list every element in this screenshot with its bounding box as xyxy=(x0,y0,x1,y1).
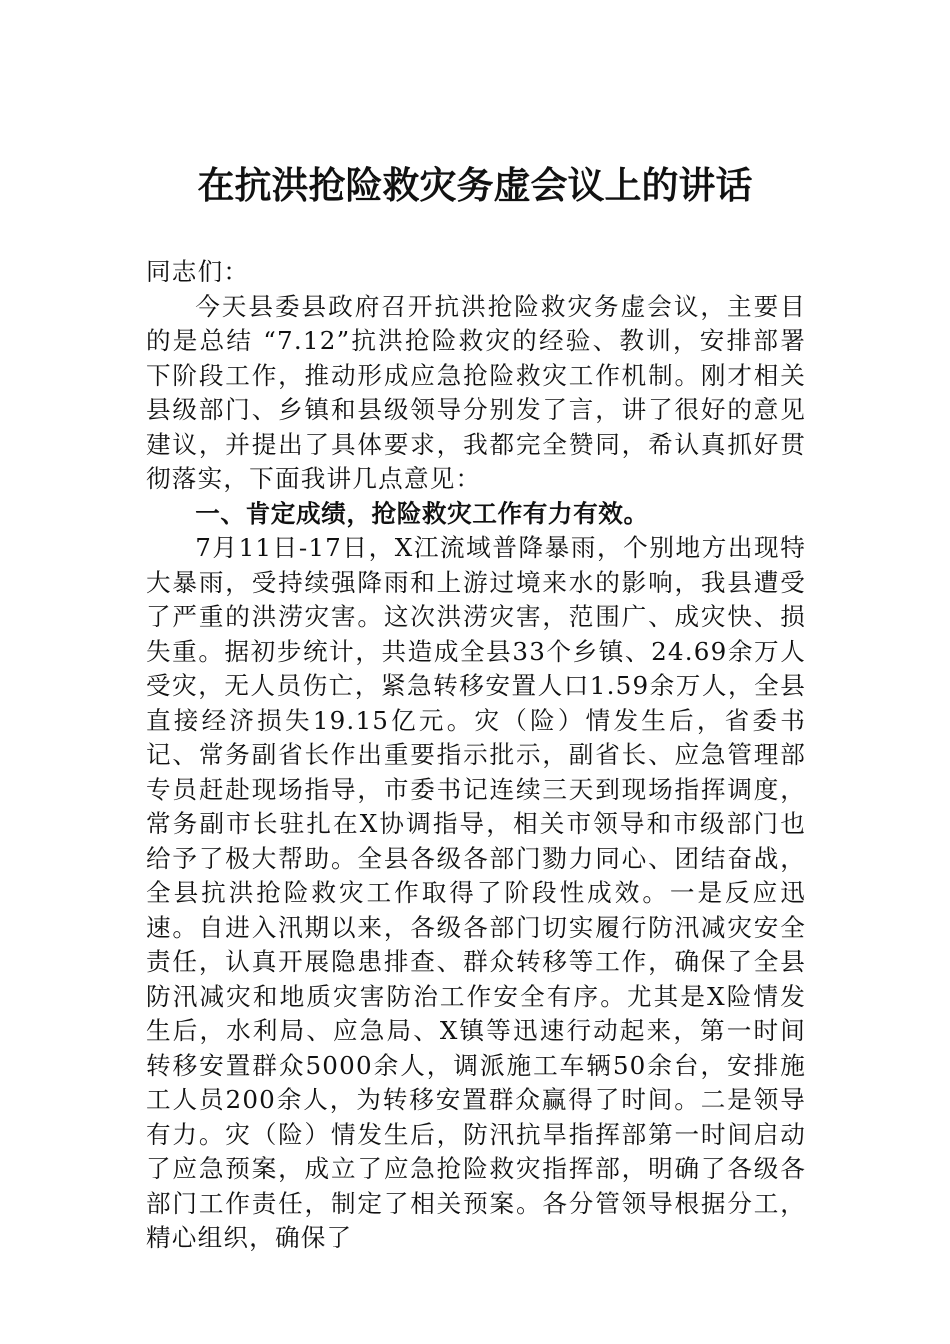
salutation: 同志们： xyxy=(146,257,250,286)
section-heading-1: 一、肯定成绩，抢险救灾工作有力有效。 xyxy=(195,498,649,528)
document-body xyxy=(146,255,806,1256)
paragraph-intro: 今天县委县政府召开抗洪抢险救灾务虚会议，主要目的是总结 “7.12”抗洪抢险救灾的经验、教训，安排部署下阶段工作，推动形成应急抢险救灾工作机制。刚才相关县级部门、乡镇和县级领导分别发了言，讲了很好的意见建议，并提出了具体要求，我都完全赞同，希认真抓好贯彻落实，下面我讲几点意见： xyxy=(146,291,806,493)
paragraph-achievements: 7月11日-17日，X江流域普降暴雨，个别地方出现特大暴雨，受持续强降雨和上游过境来水的影响，我县遭受了严重的洪涝灾害。这次洪涝灾害，范围广、成灾快、损失重。据初步统计，共造成全县33个乡镇、24.69余万人受灾，无人员伤亡，紧急转移安置人口1.59余万人，全县直接经济损失19.15亿元。灾（险）情发生后，省委书记、常务副省长作出重要指示批示，副省长、应急管理部专员赶赴现场指导，市委书记连续三天到现场指挥调度，常务副市长驻扎在X协调指导，相关市领导和市级部门也给予了极大帮助。全县各级各部门勠力同心、团结奋战，全县抗洪抢险救灾工作取得了阶段性成效。一是反应迅速。自进入汛期以来，各级各部门切实履行防汛减灾安全责任，认真开展隐患排查、群众转移等工作，确保了全县防汛减灾和地质灾害防治工作安全有序。尤其是X险情发生后，水利局、应急局、X镇等迅速行动起来，第一时间转移安置群众5000余人，调派施工车辆50余台，安排施工人员200余人，为转移安置群众赢得了时间。二是领导有力。灾（险）情发生后，防汛抗旱指挥部第一时间启动了应急预案，成立了应急抢险救灾指挥部，明确了各级各部门工作责任，制定了相关预案。各分管领导根据分工，精心组织，确保了 xyxy=(146,533,806,1252)
document-title: 在抗洪抢险救灾务虚会议上的讲话 xyxy=(197,163,753,207)
